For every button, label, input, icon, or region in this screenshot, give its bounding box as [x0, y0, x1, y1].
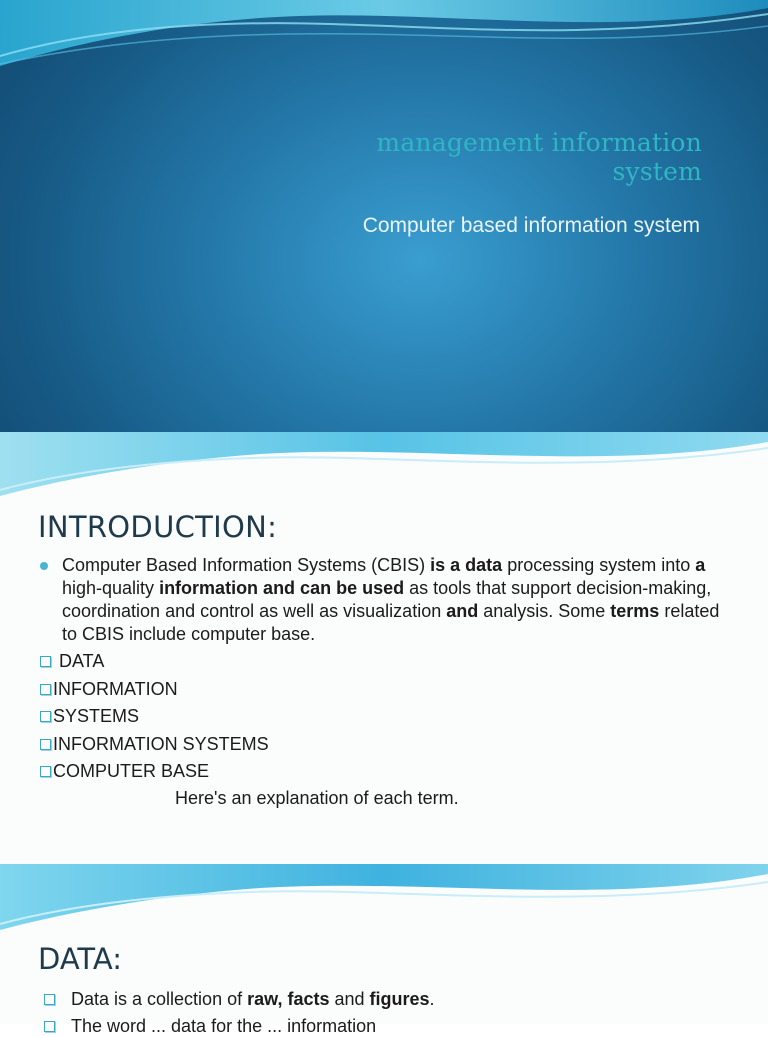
data-heading: DATA: — [38, 942, 122, 976]
presentation-title: management information system — [376, 128, 702, 186]
data-second-line-text: The word ... data for the ... information — [71, 1016, 377, 1036]
term-list — [40, 648, 269, 786]
data-slide — [0, 864, 768, 1036]
top-wave-decoration — [0, 0, 768, 90]
list-item: DATA — [40, 648, 269, 676]
list-item — [44, 989, 744, 1010]
title-slide — [0, 0, 768, 432]
list-item: SYSTEMS — [40, 703, 269, 731]
checkbox-bullet-icon — [40, 656, 51, 667]
introduction-heading: INTRODUCTION: — [38, 510, 278, 544]
top-wave-decoration — [0, 432, 768, 512]
list-item: INFORMATION SYSTEMS — [40, 731, 269, 759]
presentation-subtitle: Computer based information system — [362, 214, 700, 237]
list-item: INFORMATION — [40, 676, 269, 704]
explanation-text: Here's an explanation of each term. — [175, 788, 459, 808]
list-item — [44, 1016, 744, 1037]
checkbox-bullet-icon — [40, 711, 51, 722]
data-definition-text: Data is a collection of raw, facts and figures. — [71, 989, 435, 1009]
list-item: COMPUTER BASE — [40, 758, 269, 786]
bullet-dot-icon — [40, 562, 48, 570]
checkbox-bullet-icon — [44, 1021, 55, 1032]
checkbox-bullet-icon — [40, 684, 51, 695]
introduction-text: Computer Based Information Systems (CBIS) is a data processing system into a high-quality information and can be used as tools that support decision-making, coordination and control as well as visualization and analysis. Some terms related to CBIS include computer base. — [62, 555, 720, 644]
checkbox-bullet-icon — [40, 766, 51, 777]
introduction-slide — [0, 432, 768, 864]
checkbox-bullet-icon — [44, 994, 55, 1005]
checkbox-bullet-icon — [40, 739, 51, 750]
introduction-paragraph — [36, 554, 736, 646]
top-wave-decoration — [0, 864, 768, 944]
